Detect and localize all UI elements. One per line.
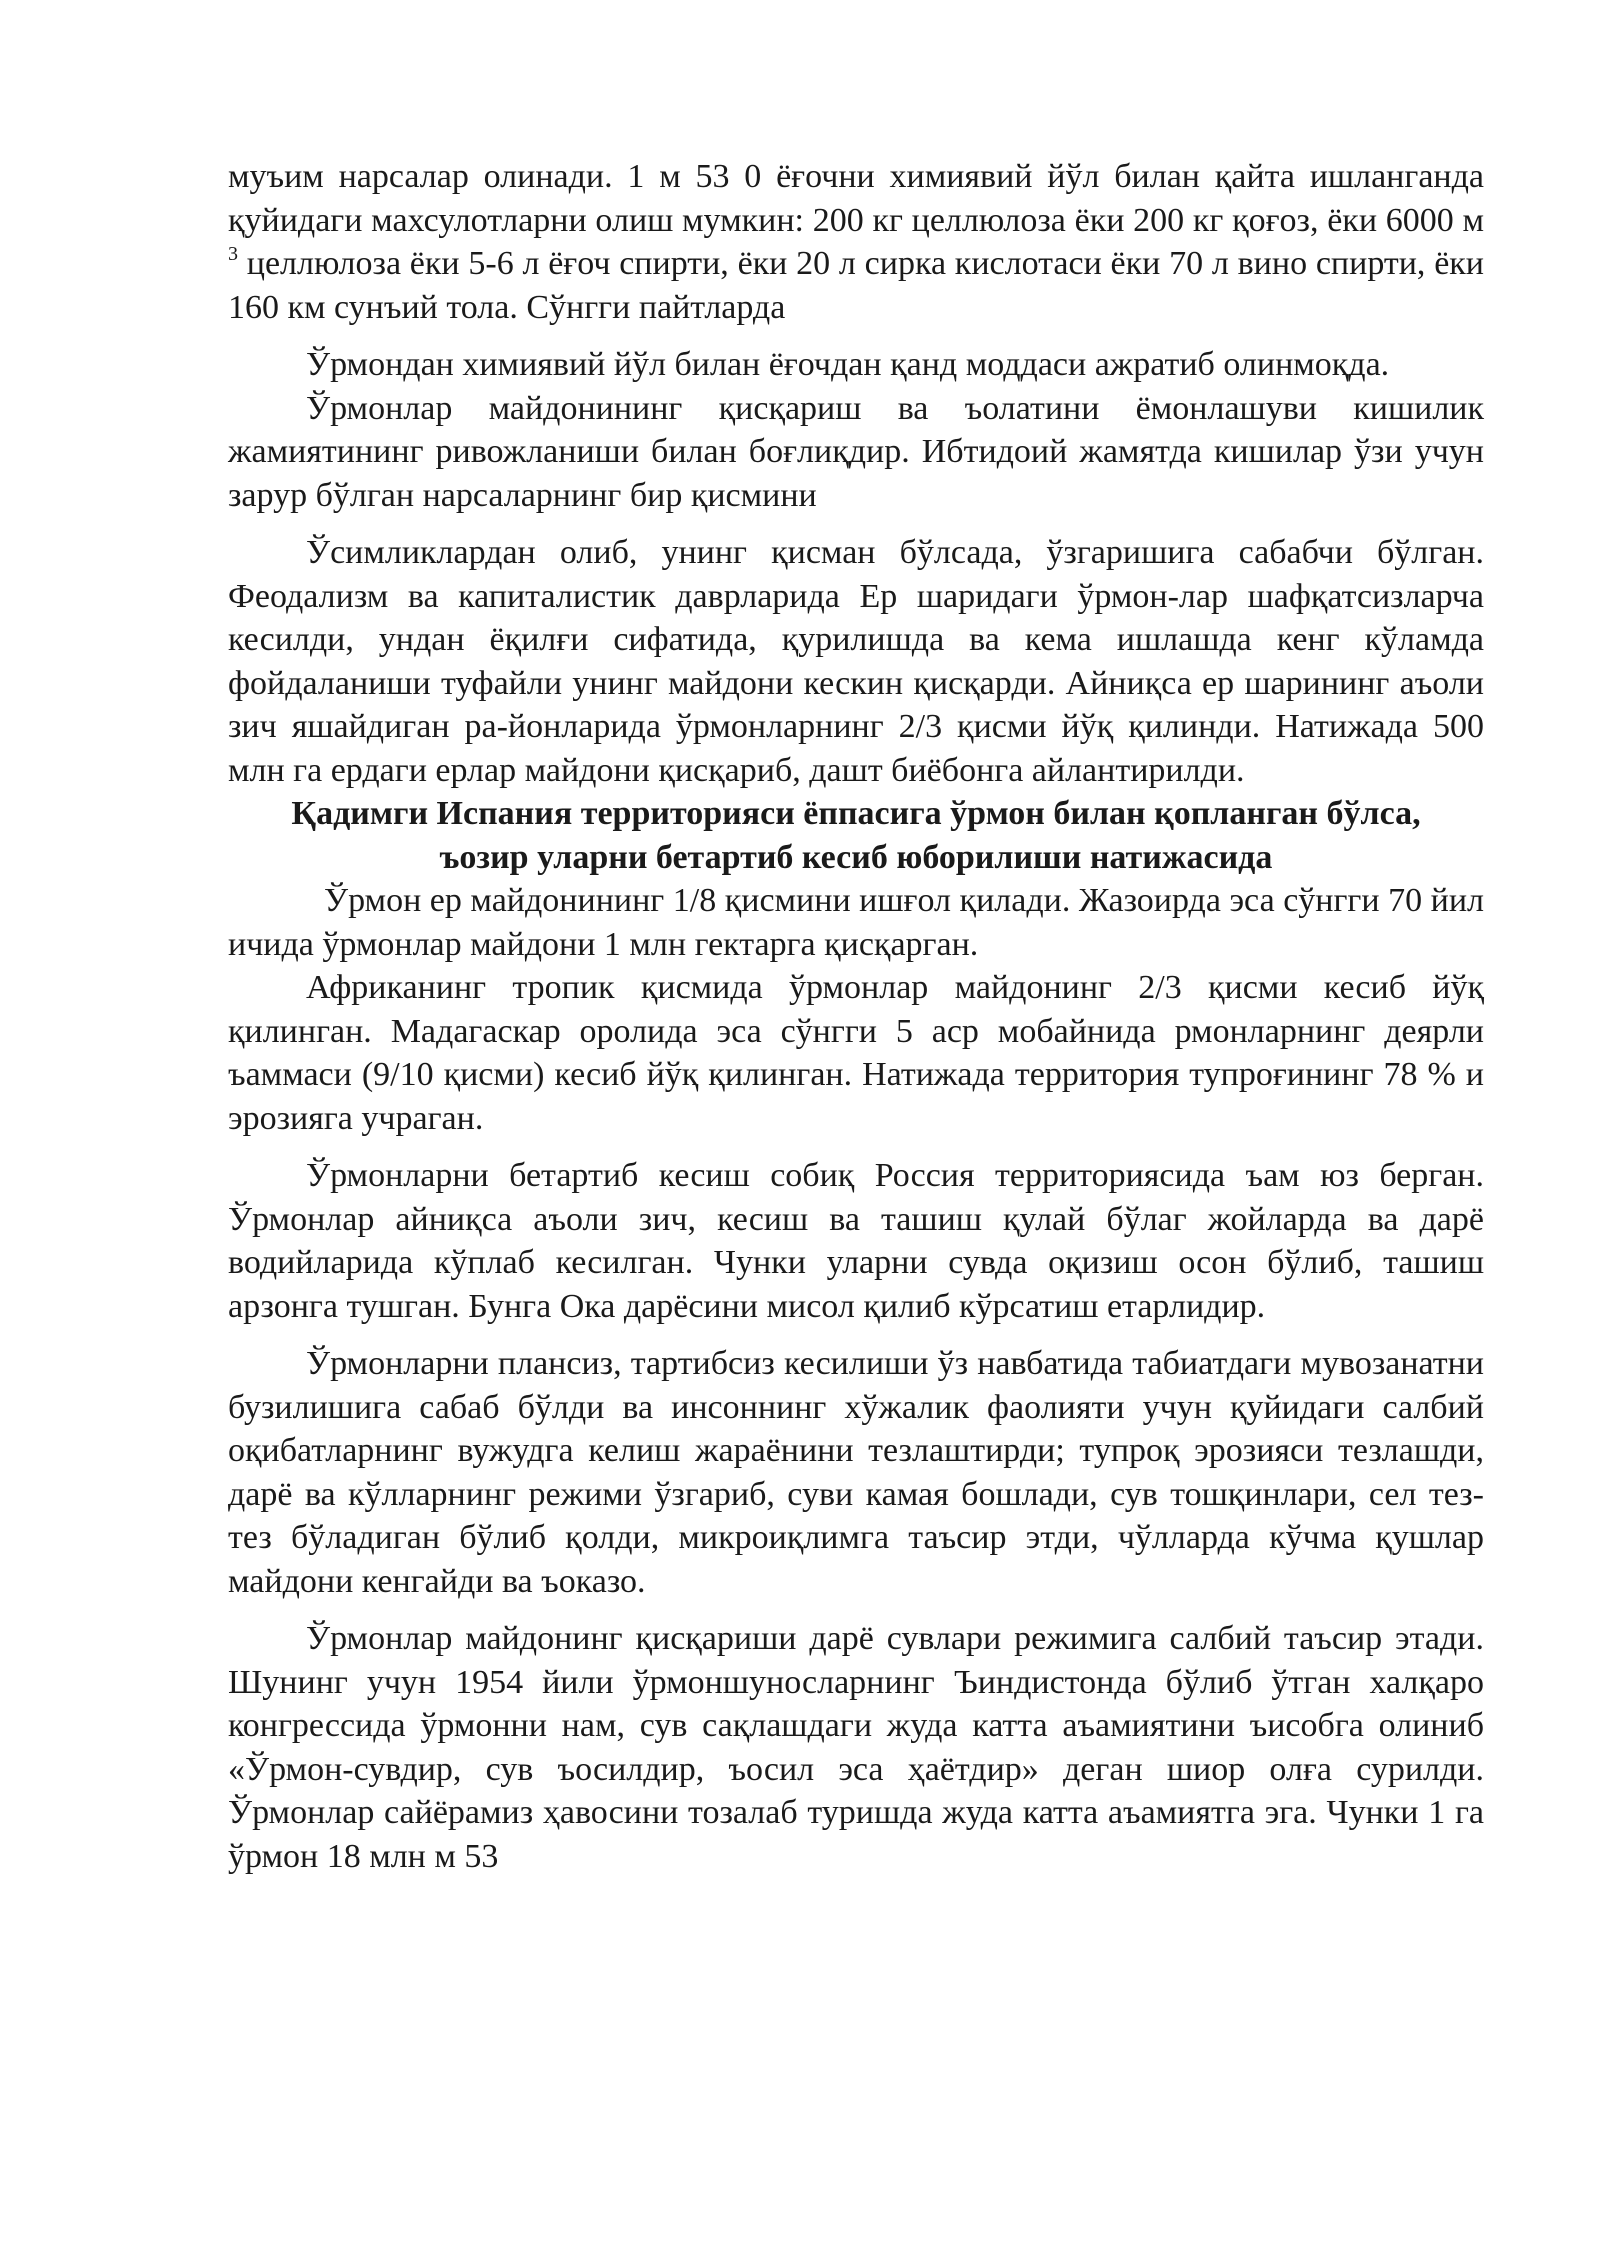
paragraph-1 [228,155,1484,329]
paragraph-9: Ўрмонлар майдонинг қисқариши дарё сувлари режимига салбий таъсир этади. Шунинг учун 1954 йили ўрмоншуносларнинг Ъиндистонда бўлиб ўтган халқаро конгрессида ўрмонни нам, сув сақлашдаги жуда катта аъамиятини ъисобга олиниб «Ўрмон-сувдир, сув ъосилдир, ъосил эса ҳаётдир» деган шиор олға сурилди. Ўрмонлар сайёрамиз ҳавосини тозалаб туришда жуда катта аъамиятга эга. Чунки 1 га ўрмон 18 млн м 53 [228,1620,1484,1875]
paragraph-2: Ўрмондан химиявий йўл билан ёғочдан қанд моддаси ажратиб олинмоқда. [306,346,1390,383]
superscript-exponent: 3 [228,242,238,265]
paragraph-3: Ўрмонлар майдонининг қисқариш ва ъолатини ёмонлашуви кишилик жамиятининг ривожланиши билан боғлиқдир. Ибтидоий жамятда кишилар ўзи учун зарур бўлган нарсаларнинг бир қисмини [228,389,1484,514]
document-page [228,155,1484,1892]
paragraph-1-text-b: целлюлоза ёки 5-6 л ёғоч спирти, ёки 20 л сирка кислотаси ёки 70 л вино спирти, ёки 160 км сунъий тола. Сўнгги пайтларда [228,245,1484,326]
paragraph-6: Африканинг тропик қисмида ўрмонлар майдонинг 2/3 қисми кесиб йўқ қилинган. Мадагаскар оролида эса сўнгги 5 аср мобайнида рмонларнинг деярли ъаммаси (9/10 қисми) кесиб йўқ қилинган. Натижада территория тупроғининг 78 % и эрозияга учраган. [228,969,1484,1137]
section-heading-line-2: ъозир уларни бетартиб кесиб юборилиши натижасида [439,838,1273,876]
paragraph-1-text-a: муъим нарсалар олинади. 1 м 53 0 ёғочни химиявий йўл билан қайта ишланганда қуйидаги махсулотларни олиш мумкин: 200 кг целлюлоза ёки 200 кг қоғоз, ёки 6000 м [228,158,1484,239]
paragraph-7: Ўрмонларни бетартиб кесиш собиқ Россия территориясида ъам юз берган. Ўрмонлар айниқса аъоли зич, кесиш ва ташиш қулай бўлаг жойларда ва дарё водийларида кўплаб кесилган. Чунки уларни сувда оқизиш осон бўлиб, ташиш арзонга тушган. Бунга Ока дарёсини мисол қилиб кўрсатиш етарлидир. [228,1157,1484,1325]
paragraph-4: Ўсимликлардан олиб, унинг қисман бўлсада, ўзгаришига сабабчи бўлган. Феодализм ва капиталистик даврларида Ер шаридаги ўрмон-лар шафқатсизларча кесилди, ундан ёқилғи сифатида, қурилишда ва кема ишлашда кенг кўламда фойдаланиши туфайли унинг майдони кескин қисқарди. Айниқса ер шарининг аъоли зич яшайдиган ра-йонларида ўрмонларнинг 2/3 қисми йўқ қилинди. Натижада 500 млн га ердаги ерлар майдони қисқариб, дашт биёбонга айлантирилди. [228,534,1484,789]
paragraph-5: Ўрмон ер майдонининг 1/8 қисмини ишғол қилади. Жазоирда эса сўнгги 70 йил ичида ўрмонлар майдони 1 млн гектарга қисқарган. [228,882,1484,963]
paragraph-8: Ўрмонларни плансиз, тартибсиз кесилиши ўз навбатида табиатдаги мувозанатни бузилишига сабаб бўлди ва инсоннинг хўжалик фаолияти учун қуйидаги салбий оқибатларнинг вужудга келиш жараёнини тезлаштирди; тупроқ эрозияси тезлашди, дарё ва кўлларнинг режими ўзгариб, суви камая бошлади, сув тошқинлари, сел тез-тез бўладиган бўлиб қолди, микроиқлимга таъсир этди, чўлларда кўчма қушлар майдони кенгайди ва ъоказо. [228,1345,1484,1600]
section-heading-line-1: Қадимги Испания территорияси ёппасига ўрмон билан қопланган бўлса, [291,795,1421,832]
